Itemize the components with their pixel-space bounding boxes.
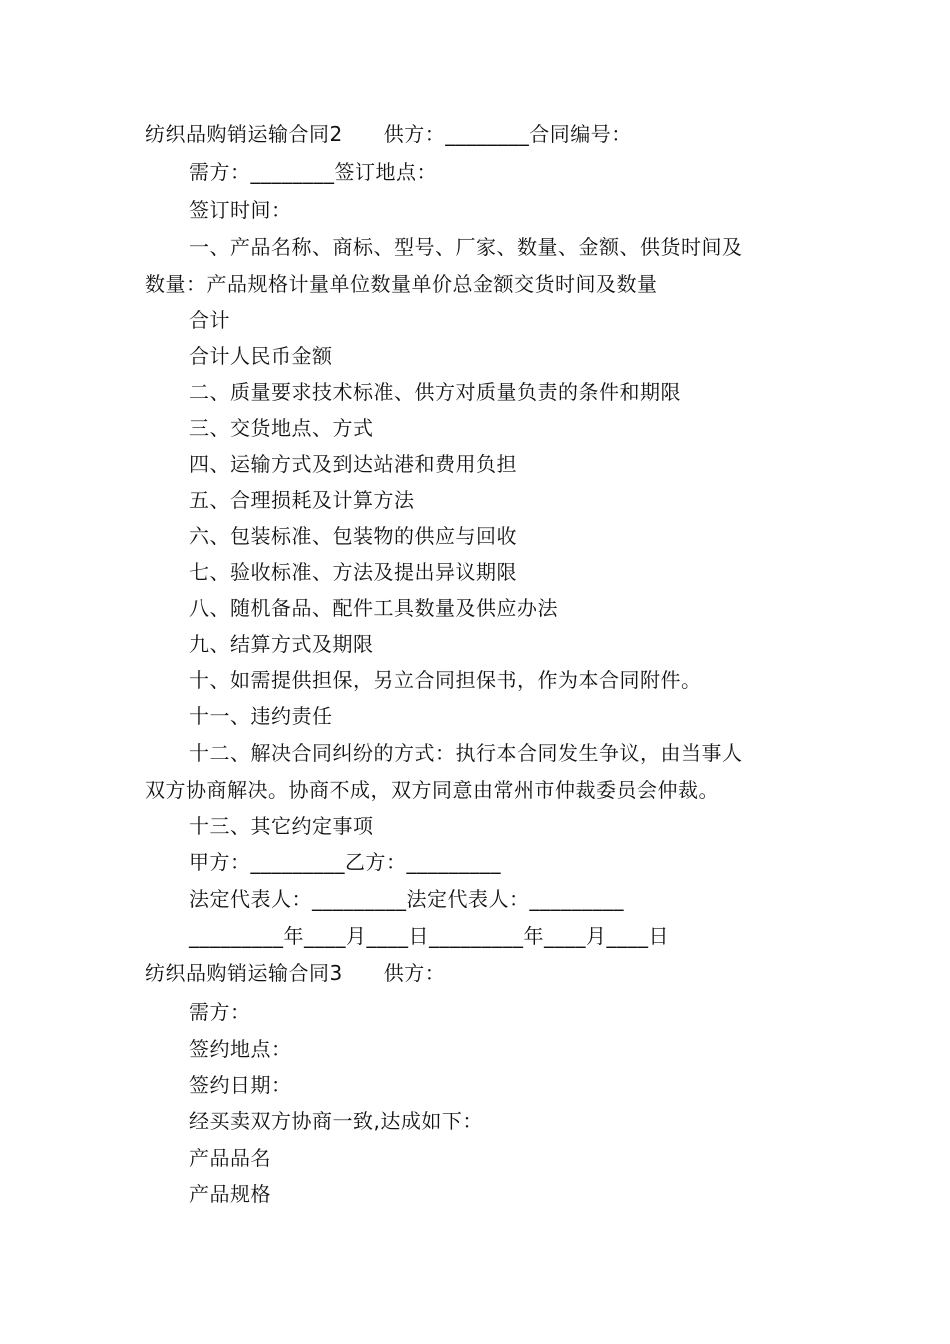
clause-4-line: 四、运输方式及到达站港和费用负担 (189, 452, 517, 476)
date-line: _________年____月____日_________年____月____日 (189, 924, 669, 948)
total-line: 合计 (189, 308, 230, 332)
clause-8-line: 八、随机备品、配件工具数量及供应办法 (189, 596, 558, 620)
contract-3-title-line: 纺织品购销运输合同3 供方： (145, 961, 446, 985)
sign-time-line: 签订时间： (189, 198, 292, 222)
clause-6-line: 六、包装标准、包装物的供应与回收 (189, 524, 517, 548)
product-name-line: 产品品名 (189, 1146, 271, 1170)
clause-12-line: 十二、解决合同纠纷的方式：执行本合同发生争议，由当事人 (189, 741, 743, 765)
product-spec-line: 产品规格 (189, 1182, 271, 1206)
legal-rep-line: 法定代表人：_________法定代表人：_________ (189, 887, 624, 911)
clause-12-cont-line: 双方协商解决。协商不成，双方同意由常州市仲裁委员会仲裁。 (145, 778, 719, 802)
clause-2-line: 二、质量要求技术标准、供方对质量负责的条件和期限 (189, 380, 681, 404)
party-line: 甲方：_________乙方：_________ (189, 850, 501, 874)
clause-1-cont-line: 数量：产品规格计量单位数量单价总金额交货时间及数量 (145, 272, 658, 296)
clause-13-line: 十三、其它约定事项 (189, 814, 374, 838)
clause-5-line: 五、合理损耗及计算方法 (189, 488, 415, 512)
sign-date-line: 签约日期： (189, 1073, 292, 1097)
contract-2-title-line: 纺织品购销运输合同2 供方：________合同编号： (145, 122, 632, 146)
buyer-line: 需方：________签订地点： (189, 160, 437, 184)
clause-3-line: 三、交货地点、方式 (189, 416, 374, 440)
clause-7-line: 七、验收标准、方法及提出异议期限 (189, 560, 517, 584)
clause-9-line: 九、结算方式及期限 (189, 632, 374, 656)
clause-1-line: 一、产品名称、商标、型号、厂家、数量、金额、供货时间及 (189, 235, 743, 259)
total-rmb-line: 合计人民币金额 (189, 344, 333, 368)
contract-3-buyer-line: 需方： (189, 1000, 251, 1024)
clause-11-line: 十一、违约责任 (189, 704, 333, 728)
agreement-line: 经买卖双方协商一致,达成如下： (189, 1109, 483, 1133)
sign-place-line: 签约地点： (189, 1037, 292, 1061)
clause-10-line: 十、如需提供担保，另立合同担保书，作为本合同附件。 (189, 668, 702, 692)
